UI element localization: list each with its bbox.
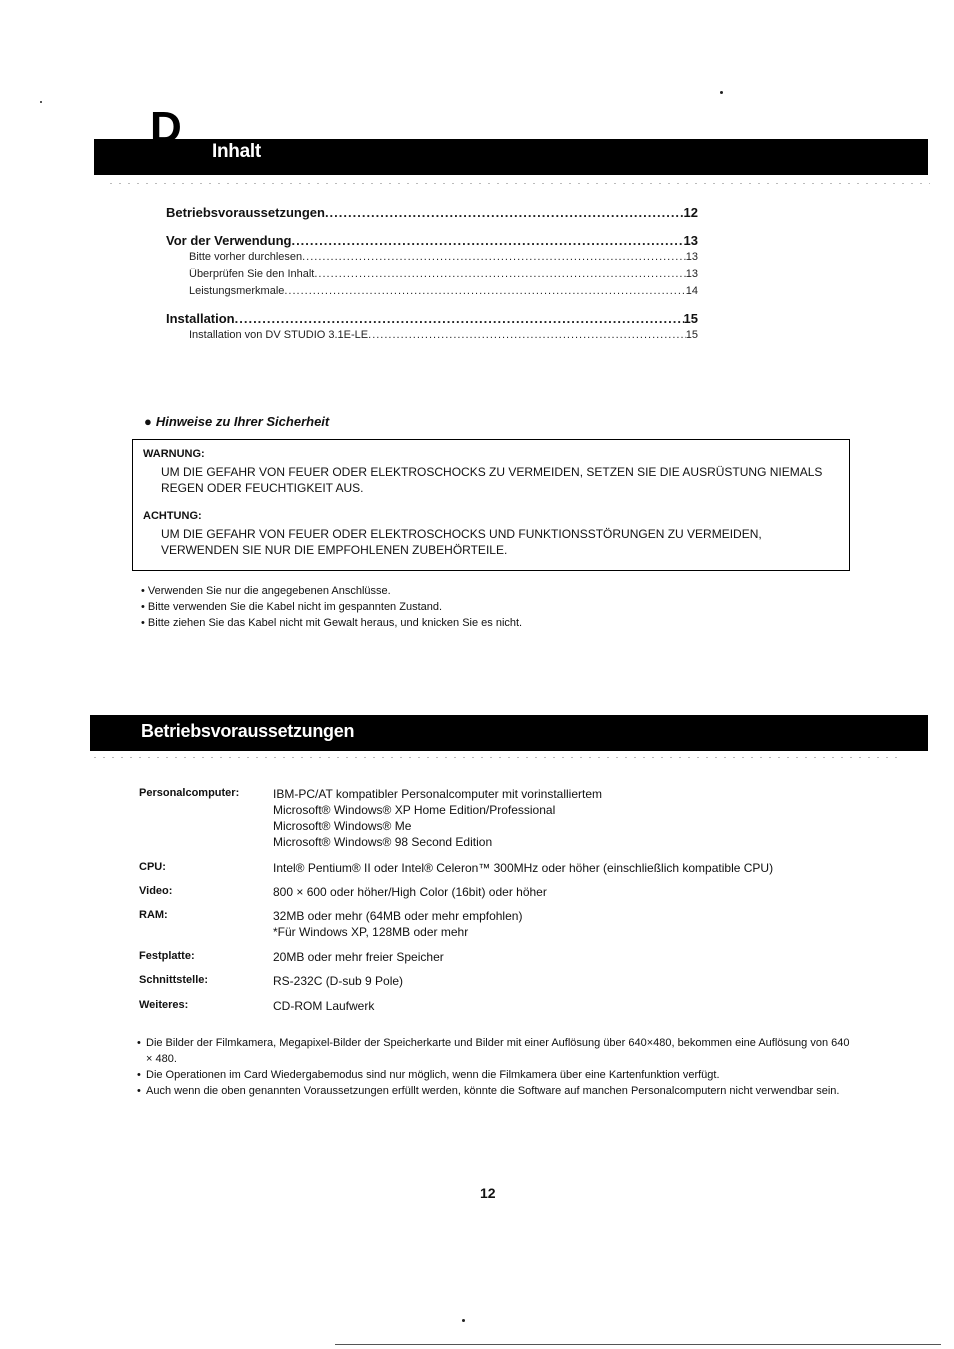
spec-value-ram — [273, 908, 522, 940]
safety-bullet-list — [141, 583, 522, 631]
contents-title: Inhalt — [212, 141, 261, 162]
scan-speck — [462, 1319, 465, 1322]
requirements-notes — [137, 1035, 857, 1099]
list-item: • Bitte verwenden Sie die Kabel nicht im gespannten Zustand. — [141, 601, 443, 613]
toc-entry-title: Installation — [166, 311, 235, 326]
bullet-icon: • — [137, 1069, 141, 1081]
toc-entry-page: 12 — [683, 205, 698, 220]
caution-text: UM DIE GEFAHR VON FEUER ODER ELEKTROSCHOCKS UND FUNKTIONSSTÖRUNGEN ZU VERMEIDEN, VERWENDEN SIE NUR DIE EMPFOHLENEN ZUBEHÖRTEILE. — [161, 527, 762, 557]
bullet-icon: ● — [144, 414, 152, 429]
toc-subentry-page: 15 — [685, 329, 698, 341]
toc-subentry-page: 14 — [685, 285, 698, 297]
toc-subentry[interactable] — [189, 285, 698, 302]
warning-text: UM DIE GEFAHR VON FEUER ODER ELEKTROSCHOCKS ZU VERMEIDEN, SETZEN SIE DIE AUSRÜSTUNG NIEMALS REGEN ODER FEUCHTIGKEIT AUS. — [161, 465, 823, 495]
toc-subentry-title: Leistungsmerkmale — [189, 285, 285, 297]
bullet-icon: • — [137, 1085, 141, 1097]
toc-entry-page: 13 — [683, 233, 698, 248]
toc-leader — [325, 205, 684, 220]
toc-subentry[interactable] — [189, 329, 698, 346]
requirements-title: Betriebsvoraussetzungen — [141, 721, 355, 741]
toc-subentry-page: 13 — [685, 251, 698, 263]
caution-label: ACHTUNG: — [143, 510, 202, 522]
toc-entry-title: Vor der Verwendung — [166, 233, 292, 248]
toc-entry[interactable] — [166, 233, 698, 251]
spec-value-video — [273, 884, 547, 900]
safety-heading — [144, 414, 329, 429]
spec-line: 20MB oder mehr freier Speicher — [273, 950, 444, 964]
scan-noise-line — [110, 183, 930, 184]
toc-entry[interactable] — [166, 205, 698, 223]
spec-value-disk — [273, 949, 444, 965]
note-text: Die Bilder der Filmkamera, Megapixel-Bilder der Speicherkarte und Bilder mit einer Auflösung über 640×480, bekommen eine Auflösung von 640 × 480. — [146, 1037, 850, 1065]
warning-label: WARNUNG: — [143, 448, 205, 460]
note-text: Auch wenn die oben genannten Voraussetzungen erfüllt werden, könnte die Software auf manchen Personalcomputern nicht verwendbar sein. — [146, 1085, 840, 1097]
scan-speck — [40, 101, 42, 103]
list-item — [137, 1035, 857, 1067]
spec-line: RS-232C (D-sub 9 Pole) — [273, 974, 404, 988]
toc-section-3 — [166, 311, 698, 346]
note-text: Die Operationen im Card Wiedergabemodus sind nur möglich, wenn die Filmkamera über eine Kartenfunktion verfügt. — [146, 1069, 720, 1081]
spec-line: CD-ROM Laufwerk — [273, 999, 375, 1013]
language-marker: D — [150, 103, 182, 152]
spec-label-disk: Festplatte: — [139, 950, 195, 962]
scan-speck — [720, 91, 723, 94]
spec-line: Microsoft® Windows® Me — [273, 819, 412, 833]
spec-label-cpu: CPU: — [139, 861, 166, 873]
spec-label-interface: Schnittstelle: — [139, 974, 209, 986]
spec-line: Microsoft® Windows® XP Home Edition/Professional — [273, 803, 556, 817]
spec-value-cpu — [273, 860, 773, 876]
list-item — [137, 1083, 857, 1099]
spec-line: 800 × 600 oder höher/High Color (16bit) oder höher — [273, 885, 547, 899]
toc-leader — [291, 233, 683, 248]
spec-line: 32MB oder mehr (64MB oder mehr empfohlen) — [273, 909, 523, 923]
scan-noise-line — [94, 757, 904, 758]
toc-subentry[interactable] — [189, 268, 698, 285]
toc-section-1 — [166, 205, 698, 223]
toc-section-2 — [166, 233, 698, 302]
requirements-header-bar — [90, 715, 928, 751]
bullet-icon: • — [137, 1037, 141, 1049]
toc-entry[interactable] — [166, 311, 698, 329]
toc-leader — [284, 285, 685, 297]
list-item: • Bitte ziehen Sie das Kabel nicht mit Gewalt heraus, und knicken Sie es nicht. — [141, 617, 523, 629]
toc-subentry[interactable] — [189, 251, 698, 268]
spec-label-video: Video: — [139, 885, 173, 897]
spec-line: Microsoft® Windows® 98 Second Edition — [273, 835, 493, 849]
toc-leader — [314, 268, 685, 280]
toc-entry-page: 15 — [683, 311, 698, 326]
spec-value-pc — [273, 786, 602, 850]
spec-value-interface — [273, 973, 403, 989]
toc-leader — [302, 251, 686, 263]
toc-leader — [368, 329, 686, 341]
page-number: 12 — [480, 1185, 496, 1201]
toc-leader — [235, 311, 684, 326]
spec-value-other — [273, 998, 374, 1014]
toc-subentry-title: Überprüfen Sie den Inhalt — [189, 268, 315, 280]
spec-label-pc: Personalcomputer: — [139, 787, 240, 799]
safety-heading-text: Hinweise zu Ihrer Sicherheit — [155, 414, 330, 429]
toc-subentry-page: 13 — [685, 268, 698, 280]
bottom-rule — [335, 1344, 941, 1345]
list-item — [137, 1067, 857, 1083]
toc-entry-title: Betriebsvoraussetzungen — [166, 205, 325, 220]
spec-label-ram: RAM: — [139, 909, 168, 921]
contents-header-bar — [94, 139, 928, 175]
spec-label-other: Weiteres: — [139, 999, 189, 1011]
spec-line: *Für Windows XP, 128MB oder mehr — [273, 925, 469, 939]
spec-line: Intel® Pentium® II oder Intel® Celeron™ 300MHz oder höher (einschließlich kompatible CPU) — [273, 861, 774, 875]
toc-subentry-title: Installation von DV STUDIO 3.1E-LE — [189, 329, 369, 341]
list-item: • Verwenden Sie nur die angegebenen Anschlüsse. — [141, 585, 391, 597]
spec-line: IBM-PC/AT kompatibler Personalcomputer mit vorinstalliertem — [273, 787, 602, 801]
warning-box — [132, 439, 850, 571]
toc-subentry-title: Bitte vorher durchlesen — [189, 251, 303, 263]
